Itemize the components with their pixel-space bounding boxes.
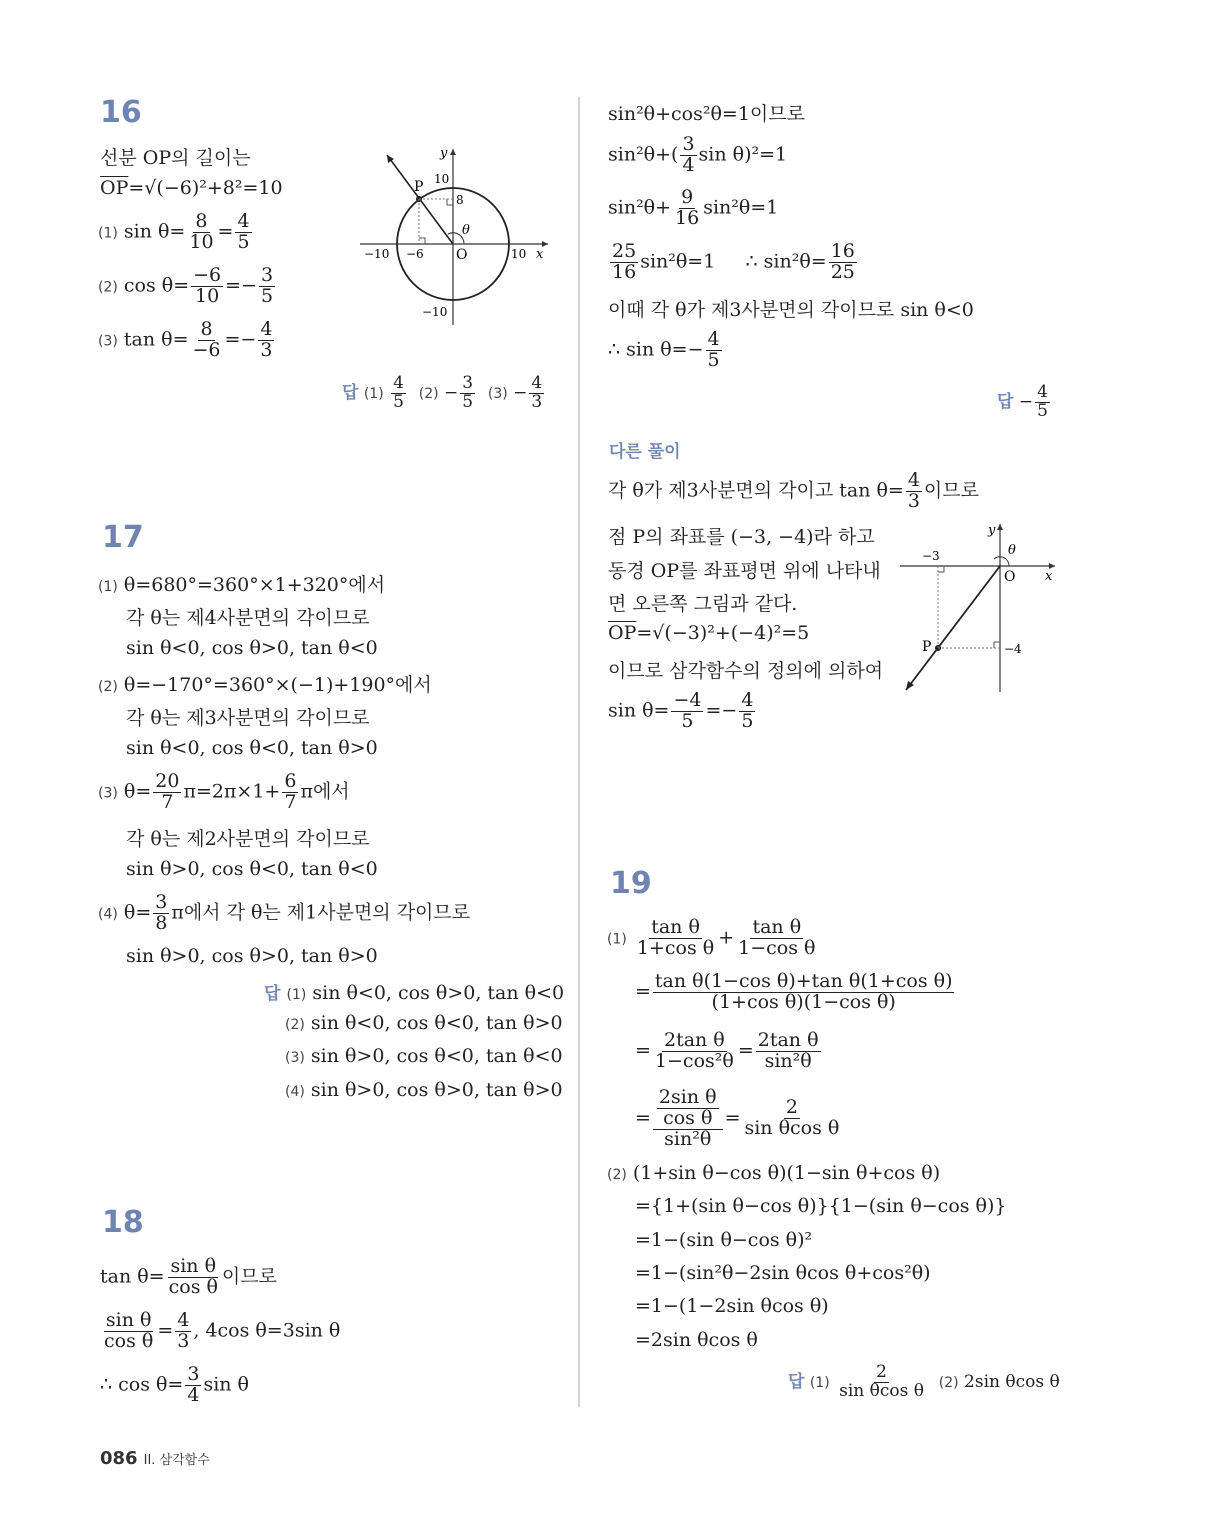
p18-alt-title: 다른 풀이 — [609, 442, 681, 462]
p-label: P — [414, 179, 424, 195]
p17-s1-signs: sin θ<0, cos θ>0, tan θ<0 — [126, 637, 378, 659]
p-label: P — [922, 639, 932, 655]
column-divider — [578, 97, 580, 1407]
ray-op — [906, 566, 1000, 690]
p18-r2: sin²θ+( $\frac{3}{4}$ sin θ)²=1 — [608, 133, 788, 176]
page-number: 086 — [100, 1448, 138, 1469]
p18-alt-1: 각 θ가 제3사분면의 각이고 tan θ= $\frac{4}{3}$ 이므로 — [608, 469, 979, 512]
p17-s2-quadrant: 각 θ는 제3사분면의 각이므로 — [126, 707, 370, 729]
problem-number-18: 18 — [102, 1205, 144, 1240]
right-angle-mark-2 — [447, 199, 453, 205]
p19-answer: 답 (1) $\frac{2}{\text{sin θcos θ}}$ (2) 2sin θcos θ — [788, 1362, 1060, 1401]
p17-answer-1: 답 (1) sin θ<0, cos θ>0, tan θ<0 — [264, 982, 565, 1004]
theta-label: θ — [462, 223, 470, 238]
p16-line-2: (2) cos θ= $\frac{-6}{10}$ =− $\frac{3}{5}$ — [98, 264, 274, 307]
tick-neg4: −4 — [1004, 642, 1022, 656]
right-angle-mark-1 — [938, 566, 944, 572]
p19-s2-line-1: (2) (1+sin θ−cos θ)(1−sin θ+cos θ) — [607, 1162, 941, 1184]
tick-neg3: −3 — [922, 549, 940, 563]
p17-s3-quadrant: 각 θ는 제2사분면의 각이므로 — [126, 828, 370, 850]
p18-r4: $\frac{25}{16}$ sin²θ=1 ∴ sin²θ= $\frac{16}{25}$ — [612, 240, 855, 283]
tick-10-top: 10 — [434, 172, 450, 186]
y-axis-arrow — [997, 524, 1003, 530]
p19-s1-line-3: = $\frac{\text{2tan θ}}{\text{1−cos²θ}}$ = $\frac{\text{2tan θ}}{\text{sin²θ}}$ — [635, 1029, 819, 1072]
p17-s4-line: (4) θ= $\frac{3}{8}$ π에서 각 θ는 제1사분면의 각이므로 — [98, 891, 471, 934]
tick-neg6: −6 — [406, 247, 424, 261]
p18-alt-3: 동경 OP를 좌표평면 위에 나타내 — [608, 560, 881, 582]
theta-arc — [994, 557, 1009, 566]
problem-number-17: 17 — [102, 520, 144, 555]
p16-line-3: (3) tan θ= $\frac{8}{-6}$ =− $\frac{4}{3}$ — [98, 318, 273, 361]
theta-label: θ — [1008, 543, 1016, 558]
tick-8: 8 — [456, 193, 464, 207]
p19-s1-line-1: (1) $\frac{\text{tan θ}}{\text{1+cos θ}}$ + $\frac{\text{tan θ}}{\text{1−cos θ}}$ — [607, 916, 816, 959]
right-angle-mark-2 — [994, 642, 1000, 648]
p16-answer: 답 (1) $\frac{4}{5}$ (2) − $\frac{3}{5}$ (3) − $\frac{4}{3}$ — [342, 373, 543, 412]
p17-s3-line: (3) θ= $\frac{20}{7}$ π=2π×1+ $\frac{6}{7}$ π에서 — [98, 770, 350, 813]
p18-r1: sin²θ+cos²θ=1이므로 — [608, 103, 805, 125]
p18-r3: sin²θ+ $\frac{9}{16}$ sin²θ=1 — [608, 186, 779, 229]
p17-answer-2: (2) sin θ<0, cos θ<0, tan θ>0 — [285, 1012, 563, 1034]
p18-line-1: tan θ= $\frac{\text{sin θ}}{\text{cos θ}}$ 이므로 — [100, 1255, 277, 1298]
p18-line-2: $\frac{\text{sin θ}}{\text{cos θ}}$ = $\frac{4}{3}$ , 4cos θ=3sin θ — [104, 1309, 341, 1352]
problem-number-16: 16 — [100, 95, 142, 130]
p19-s2-line-5: =1−(1−2sin θcos θ) — [635, 1295, 829, 1317]
p16-unit-circle-figure — [360, 145, 560, 330]
p19-s2-line-3: =1−(sin θ−cos θ)² — [635, 1229, 813, 1251]
p17-answer-3: (3) sin θ>0, cos θ<0, tan θ<0 — [285, 1045, 563, 1067]
chapter-title: II. 삼각함수 — [143, 1453, 210, 1468]
p17-s1-quadrant: 각 θ는 제4사분면의 각이므로 — [126, 607, 370, 629]
p17-s3-signs: sin θ>0, cos θ<0, tan θ<0 — [126, 858, 378, 880]
o-label: O — [1004, 569, 1016, 585]
p18-figure — [895, 520, 1065, 700]
p16-op-length: $\overline{OP}=√(-6)^2+8^2=10$ — [100, 177, 283, 199]
y-label: y — [988, 523, 996, 538]
p19-s1-line-2: = $\frac{\text{tan θ(1−cos θ)+tan θ(1+cos θ)}}{\text{(1+cos θ)(1−cos θ)}}$ — [635, 970, 953, 1013]
p18-alt-7: sin θ= $\frac{-4}{5}$ =− $\frac{4}{5}$ — [608, 689, 754, 732]
p19-s2-line-4: =1−(sin²θ−2sin θcos θ+cos²θ) — [635, 1262, 931, 1284]
right-angle-mark-1 — [419, 238, 425, 244]
p19-s2-line-6: =2sin θcos θ — [635, 1329, 758, 1351]
p16-intro: 선분 OP의 길이는 — [100, 147, 251, 169]
p19-s2-line-2: ={1+(sin θ−cos θ)}{1−(sin θ−cos θ)} — [635, 1195, 1007, 1217]
y-label: y — [440, 146, 448, 161]
o-label: O — [456, 247, 468, 263]
p17-s2-signs: sin θ<0, cos θ<0, tan θ>0 — [126, 737, 378, 759]
y-axis-arrow — [450, 149, 456, 155]
tick-10-right: 10 — [511, 247, 527, 261]
p18-r6: ∴ sin θ=− $\frac{4}{5}$ — [608, 328, 720, 371]
p17-answer-4: (4) sin θ>0, cos θ>0, tan θ>0 — [285, 1079, 563, 1101]
tick-neg10-left: −10 — [364, 247, 390, 261]
p16-line-1: (1) sin θ= $\frac{8}{10}$ = $\frac{4}{5}$ — [98, 210, 250, 253]
p18-alt-6: 이므로 삼각함수의 정의에 의하여 — [608, 660, 884, 682]
x-label: x — [1045, 569, 1053, 584]
p18-alt-4: 면 오른쪽 그림과 같다. — [608, 593, 798, 615]
p17-s1-line: (1) θ=680°=360°×1+320°에서 — [98, 574, 386, 596]
p18-answer: 답 − $\frac{4}{5}$ — [997, 382, 1048, 421]
p18-r5: 이때 각 θ가 제3사분면의 각이므로 sin θ<0 — [608, 299, 974, 321]
tick-neg10-bottom: −10 — [422, 305, 448, 319]
x-label: x — [536, 247, 544, 262]
p18-line-3: ∴ cos θ= $\frac{3}{4}$ sin θ — [100, 1363, 249, 1406]
p17-s4-signs: sin θ>0, cos θ>0, tan θ>0 — [126, 945, 378, 967]
problem-number-19: 19 — [610, 866, 652, 901]
p18-alt-2: 점 P의 좌표를 (−3, −4)라 하고 — [608, 526, 875, 548]
p17-s2-line: (2) θ=−170°=360°×(−1)+190°에서 — [98, 674, 432, 696]
p18-alt-5: $\overline{OP}=√(-3)^2+(-4)^2=5$ — [608, 622, 810, 644]
p19-s1-line-4: = $\frac{\frac{\text{2sin θ}}{\text{cos θ}}}{\text{sin²θ}}$ = $\frac{2}{\text{sin θcos θ}}$ — [635, 1086, 840, 1150]
page-footer — [100, 1447, 210, 1469]
